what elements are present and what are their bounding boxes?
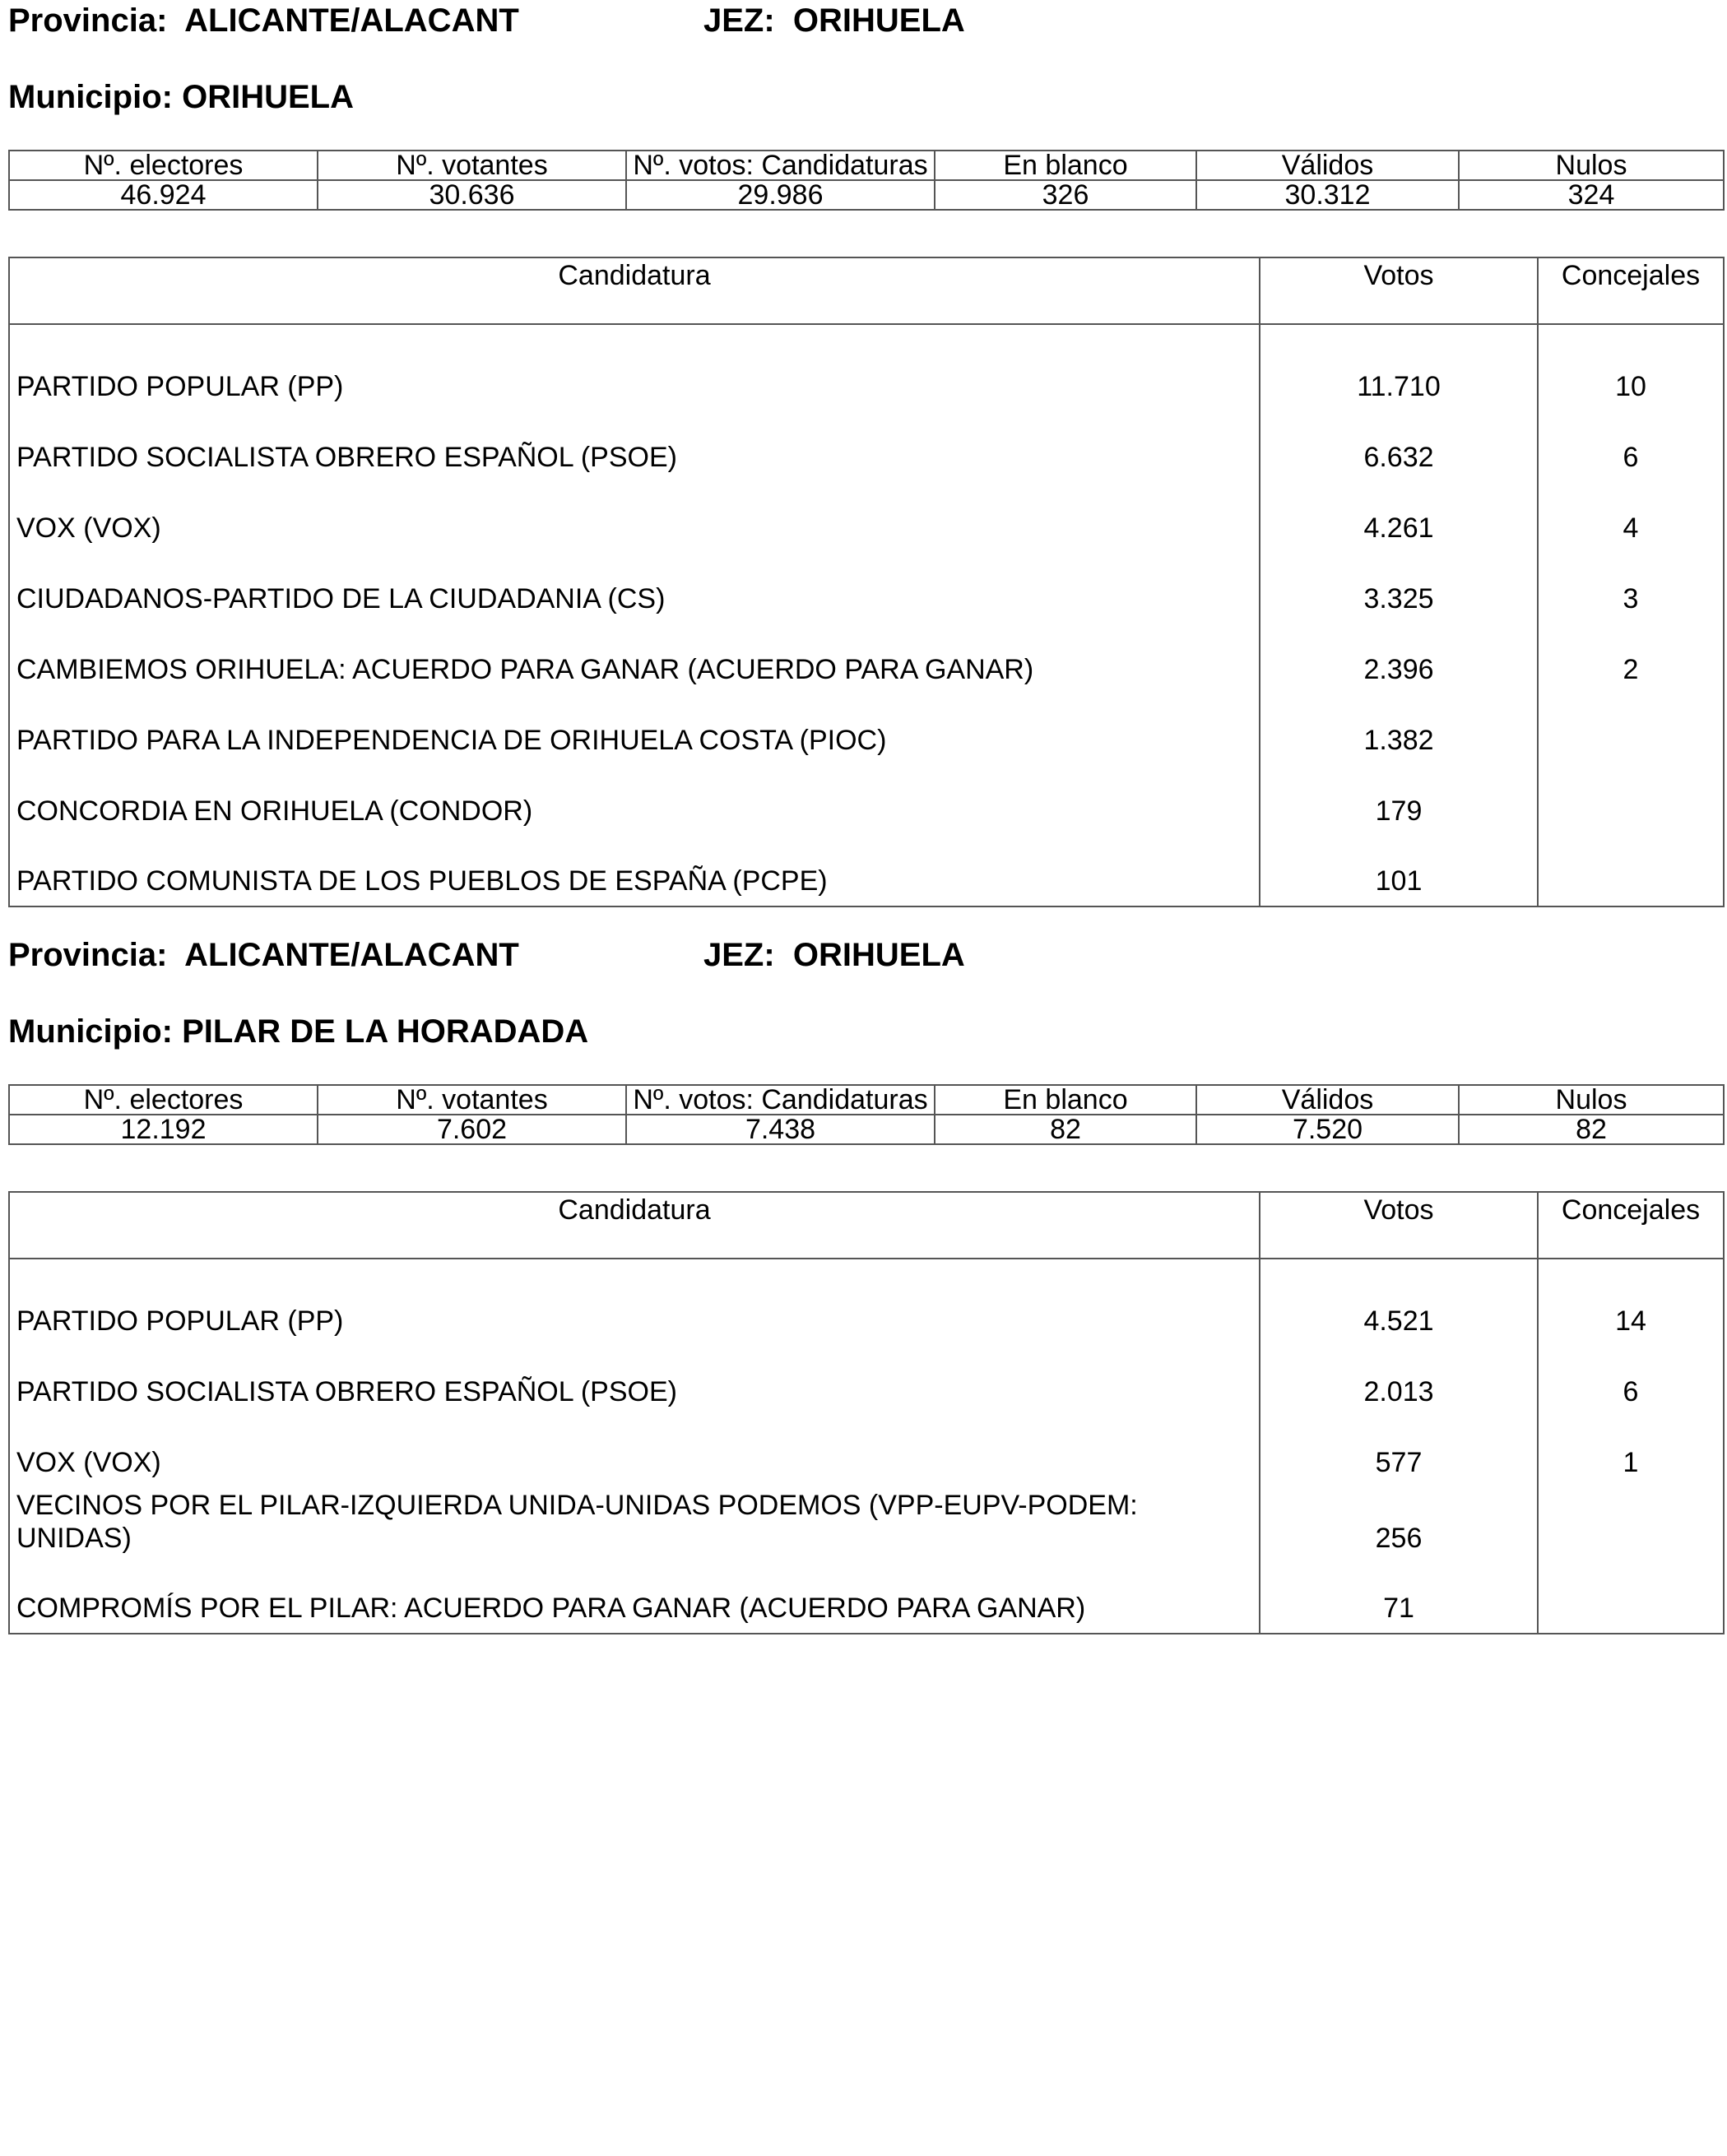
summary-header-cell: Nº. votos: Candidaturas xyxy=(626,1085,935,1115)
summary-header-cell: Nº. votantes xyxy=(318,151,626,180)
party-concejales: 6 xyxy=(1538,411,1724,482)
results-header-candidatura: Candidatura xyxy=(9,257,1260,324)
party-votos: 4.521 xyxy=(1260,1259,1538,1346)
party-concejales: 6 xyxy=(1538,1346,1724,1416)
summary-value-row xyxy=(9,180,1724,210)
summary-header-cell: Nº. electores xyxy=(9,151,318,180)
results-header-row xyxy=(9,1192,1724,1259)
party-name: CONCORDIA EN ORIHUELA (CONDOR) xyxy=(9,765,1260,836)
municipio-section-orihuela xyxy=(8,0,1723,897)
summary-header-cell: Nulos xyxy=(1459,151,1724,180)
summary-value-cell: 7.602 xyxy=(318,1115,626,1144)
party-votos: 256 xyxy=(1260,1487,1538,1563)
party-concejales: 3 xyxy=(1538,553,1724,624)
party-name: PARTIDO POPULAR (PP) xyxy=(9,1259,1260,1346)
party-concejales: 10 xyxy=(1538,324,1724,411)
party-votos: 6.632 xyxy=(1260,411,1538,482)
party-concejales: 2 xyxy=(1538,624,1724,694)
summary-value-cell: 82 xyxy=(935,1115,1196,1144)
party-votos: 3.325 xyxy=(1260,553,1538,624)
party-votos: 71 xyxy=(1260,1563,1538,1634)
table-row xyxy=(9,482,1724,553)
party-votos: 11.710 xyxy=(1260,324,1538,411)
party-concejales xyxy=(1538,836,1724,906)
party-votos: 1.382 xyxy=(1260,694,1538,765)
party-name: PARTIDO PARA LA INDEPENDENCIA DE ORIHUELA COSTA (PIOC) xyxy=(9,694,1260,765)
party-concejales: 1 xyxy=(1538,1416,1724,1487)
party-concejales xyxy=(1538,765,1724,836)
municipio-value: ORIHUELA xyxy=(182,79,354,115)
table-row xyxy=(9,1416,1724,1487)
party-concejales xyxy=(1538,1563,1724,1634)
provincia-value: ALICANTE/ALACANT xyxy=(184,2,519,39)
results-table xyxy=(8,257,1725,907)
party-concejales: 4 xyxy=(1538,482,1724,553)
municipio-section-pilar-de-la-horadada xyxy=(8,934,1723,1624)
party-name: CIUDADANOS-PARTIDO DE LA CIUDADANIA (CS) xyxy=(9,553,1260,624)
summary-value-cell: 326 xyxy=(935,180,1196,210)
summary-header-row xyxy=(9,1085,1724,1115)
party-concejales xyxy=(1538,1487,1724,1563)
summary-value-cell: 82 xyxy=(1459,1115,1724,1144)
summary-header-cell: Válidos xyxy=(1196,151,1459,180)
party-votos: 2.013 xyxy=(1260,1346,1538,1416)
party-votos: 101 xyxy=(1260,836,1538,906)
table-row xyxy=(9,1487,1724,1563)
summary-value-cell: 30.636 xyxy=(318,180,626,210)
summary-header-cell: Válidos xyxy=(1196,1085,1459,1115)
party-name: PARTIDO POPULAR (PP) xyxy=(9,324,1260,411)
party-name: COMPROMÍS POR EL PILAR: ACUERDO PARA GANAR (ACUERDO PARA GANAR) xyxy=(9,1563,1260,1634)
summary-value-cell: 7.438 xyxy=(626,1115,935,1144)
table-row xyxy=(9,624,1724,694)
party-name: PARTIDO SOCIALISTA OBRERO ESPAÑOL (PSOE) xyxy=(9,1346,1260,1416)
party-votos: 2.396 xyxy=(1260,624,1538,694)
results-header-votos: Votos xyxy=(1260,1192,1538,1259)
summary-value-cell: 46.924 xyxy=(9,180,318,210)
table-row xyxy=(9,1259,1724,1346)
jez-value: ORIHUELA xyxy=(792,937,965,973)
table-row xyxy=(9,553,1724,624)
party-name: PARTIDO COMUNISTA DE LOS PUEBLOS DE ESPAÑA (PCPE) xyxy=(9,836,1260,906)
table-row xyxy=(9,765,1724,836)
party-name: CAMBIEMOS ORIHUELA: ACUERDO PARA GANAR (ACUERDO PARA GANAR) xyxy=(9,624,1260,694)
party-concejales: 14 xyxy=(1538,1259,1724,1346)
jez-line: JEZ: ORIHUELA xyxy=(703,2,965,39)
municipio-value: PILAR DE LA HORADADA xyxy=(182,1013,589,1050)
summary-value-cell: 29.986 xyxy=(626,180,935,210)
provincia-line: Provincia: ALICANTE/ALACANT xyxy=(8,937,519,973)
party-votos: 4.261 xyxy=(1260,482,1538,553)
summary-header-cell: Nº. electores xyxy=(9,1085,318,1115)
summary-value-cell: 324 xyxy=(1459,180,1724,210)
province-header xyxy=(8,0,1723,49)
results-table xyxy=(8,1191,1725,1634)
municipio-title: Municipio: ORIHUELA xyxy=(8,79,354,115)
party-concejales xyxy=(1538,694,1724,765)
provincia-line: Provincia: ALICANTE/ALACANT xyxy=(8,2,519,39)
summary-value-row xyxy=(9,1115,1724,1144)
table-row xyxy=(9,694,1724,765)
results-header-candidatura: Candidatura xyxy=(9,1192,1260,1259)
jez-value: ORIHUELA xyxy=(792,2,965,39)
party-votos: 577 xyxy=(1260,1416,1538,1487)
summary-table xyxy=(8,1084,1725,1145)
table-row xyxy=(9,411,1724,482)
summary-header-cell: En blanco xyxy=(935,151,1196,180)
provincia-value: ALICANTE/ALACANT xyxy=(184,937,519,973)
summary-header-cell: Nulos xyxy=(1459,1085,1724,1115)
results-header-votos: Votos xyxy=(1260,257,1538,324)
party-name: VECINOS POR EL PILAR-IZQUIERDA UNIDA-UNIDAS PODEMOS (VPP-EUPV-PODEM: UNIDAS) xyxy=(9,1487,1260,1563)
party-name: PARTIDO SOCIALISTA OBRERO ESPAÑOL (PSOE) xyxy=(9,411,1260,482)
party-name: VOX (VOX) xyxy=(9,482,1260,553)
table-row xyxy=(9,836,1724,906)
summary-value-cell: 30.312 xyxy=(1196,180,1459,210)
table-row xyxy=(9,324,1724,411)
jez-line: JEZ: ORIHUELA xyxy=(703,937,965,973)
results-header-concejales: Concejales xyxy=(1538,1192,1724,1259)
results-header-row xyxy=(9,257,1724,324)
party-votos: 179 xyxy=(1260,765,1538,836)
summary-value-cell: 7.520 xyxy=(1196,1115,1459,1144)
summary-header-cell: Nº. votos: Candidaturas xyxy=(626,151,935,180)
party-name: VOX (VOX) xyxy=(9,1416,1260,1487)
summary-header-row xyxy=(9,151,1724,180)
province-header xyxy=(8,934,1723,984)
table-row xyxy=(9,1346,1724,1416)
summary-header-cell: En blanco xyxy=(935,1085,1196,1115)
summary-header-cell: Nº. votantes xyxy=(318,1085,626,1115)
results-header-concejales: Concejales xyxy=(1538,257,1724,324)
summary-value-cell: 12.192 xyxy=(9,1115,318,1144)
summary-table xyxy=(8,150,1725,211)
municipio-title: Municipio: PILAR DE LA HORADADA xyxy=(8,1013,589,1050)
table-row xyxy=(9,1563,1724,1634)
